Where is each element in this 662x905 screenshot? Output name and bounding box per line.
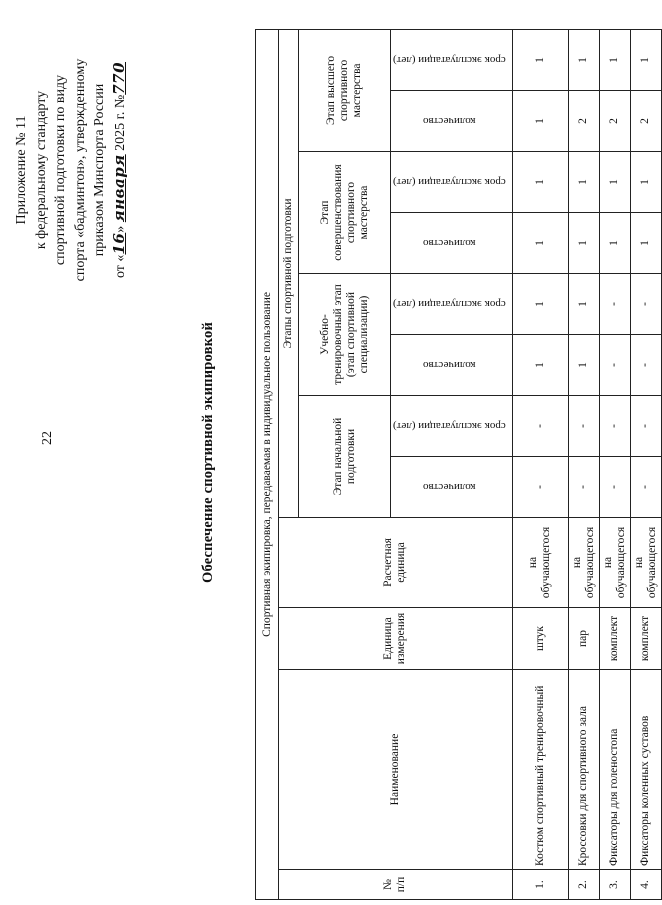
appendix-line: к федеральному стандарту xyxy=(33,90,49,250)
date-month: января xyxy=(109,154,128,223)
appendix-date: от «16» января 2025 г. №770 xyxy=(109,61,128,279)
stage-header: Этап начальной подготовки xyxy=(299,396,391,518)
table-row: 2. Кроссовки для спортивного зала пар на обучающегося - - 1 1 1 1 2 1 xyxy=(568,29,599,899)
sub-term-header: срок эксплуатации (лет) xyxy=(393,298,506,310)
order-number: 770 xyxy=(109,61,128,95)
sub-term-header: срок эксплуатации (лет) xyxy=(393,420,506,432)
equipment-table xyxy=(255,29,662,900)
sub-qty-header: количество xyxy=(423,359,476,371)
table-top-header: Спортивная экипировка, передаваемая в индивидуальное пользование xyxy=(256,29,279,899)
stage-header: Учебно-тренировочный этап (этап спортивной специализации) xyxy=(299,274,391,396)
col-calc-header: Расчетная единица xyxy=(279,518,513,608)
page-title: Обеспечение спортивной экипировкой xyxy=(200,321,216,584)
table-row: 4. Фиксаторы коленных суставов комплект на обучающегося - - - - 1 1 2 1 xyxy=(630,29,661,899)
stage-header: Этап совершенствования спортивного мастерства xyxy=(299,152,391,274)
stages-header: Этапы спортивной подготовки xyxy=(279,29,299,517)
appendix-line: Приложение № 11 xyxy=(14,115,29,225)
sub-qty-header: количество xyxy=(423,237,476,249)
sub-qty-header: количество xyxy=(423,481,476,493)
appendix-line: приказом Минспорта России xyxy=(92,83,107,257)
date-day: 16 xyxy=(109,232,128,255)
table-row: 1. Костюм спортивный тренировочный штук на обучающегося - - 1 1 1 1 1 1 xyxy=(512,29,568,899)
appendix-line: спорта «бадминтон», утвержденному xyxy=(72,58,88,282)
col-num-header: № п/п xyxy=(279,870,513,900)
col-name-header: Наименование xyxy=(279,670,513,870)
appendix-line: спортивной подготовки по виду xyxy=(53,74,68,266)
sub-term-header: срок эксплуатации (лет) xyxy=(393,176,506,188)
appendix-block xyxy=(12,10,130,330)
col-unit-header: Единица измерения xyxy=(279,608,513,670)
page-number: 22 xyxy=(40,431,55,445)
table-row: 3. Фиксаторы для голеностопа комплект на обучающегося - - - - 1 1 2 1 xyxy=(599,29,630,899)
stage-header: Этап высшего спортивного мастерства xyxy=(299,29,391,151)
sub-term-header: срок эксплуатации (лет) xyxy=(393,53,506,66)
sub-qty-header: количество xyxy=(423,115,476,127)
